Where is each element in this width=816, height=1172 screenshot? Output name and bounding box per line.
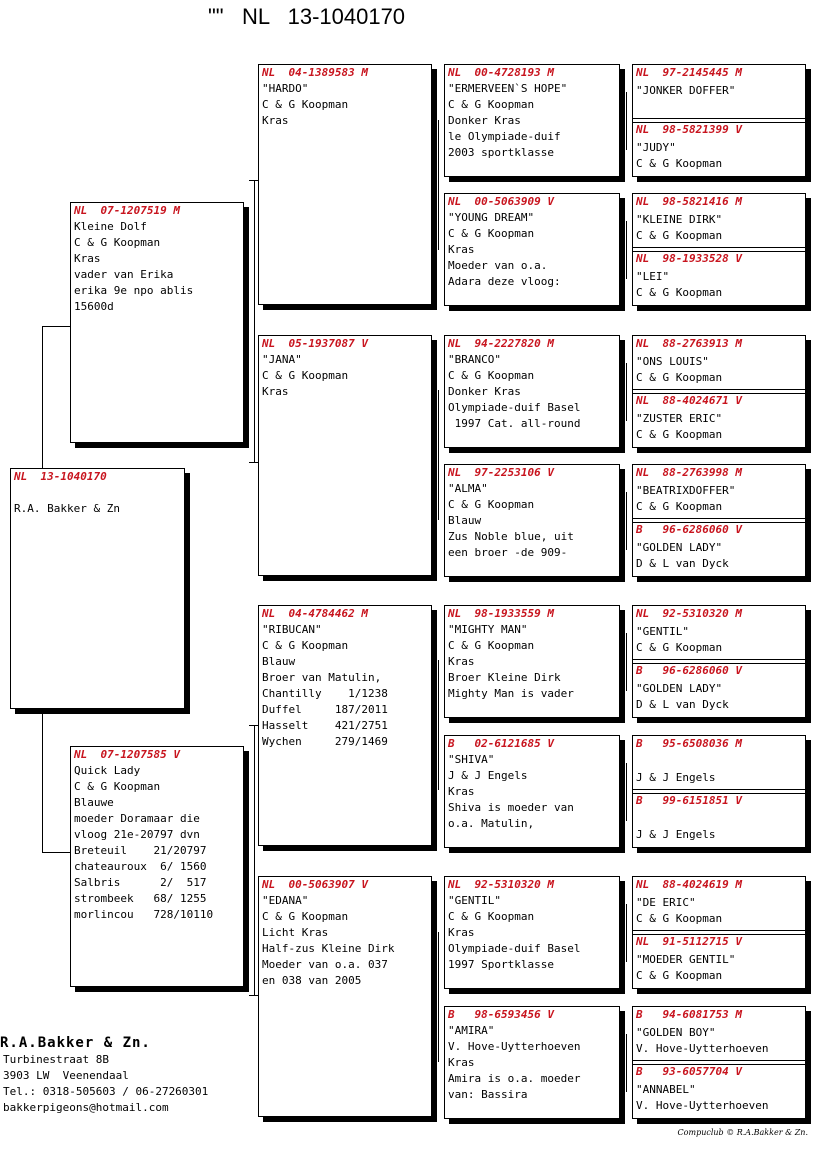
- text-line: "JANA": [262, 353, 302, 366]
- ring-number: B 93-6057704 V: [636, 1065, 742, 1078]
- text-line: C & G Koopman: [636, 157, 723, 170]
- text-line: Broer Kleine Dirk: [448, 671, 561, 684]
- page-title: "" NL 13-1040170: [208, 4, 406, 29]
- text-line: "YOUNG DREAM": [448, 211, 535, 224]
- text-line: Adara deze vloog:: [448, 275, 561, 288]
- ring-number: NL 07-1207585 V: [74, 748, 180, 761]
- ring-number: B 96-6286060 V: [636, 523, 742, 536]
- text-line: "HARDO": [262, 82, 309, 95]
- text-line: C & G Koopman: [636, 286, 723, 299]
- text-line: Half-zus Kleine Dirk: [262, 942, 395, 955]
- sire-entry: [633, 65, 805, 99]
- ring-number: NL 07-1207519 M: [74, 204, 180, 217]
- ring-number: B 98-6593456 V: [448, 1008, 554, 1021]
- dam-entry: [633, 663, 805, 713]
- ring-number: NL 13-1040170: [14, 470, 107, 483]
- text-line: Kras: [448, 243, 475, 256]
- text-line: V. Hove-Uytterhoeven: [636, 1042, 769, 1055]
- text-line: "JUDY": [636, 141, 676, 154]
- text-line: Kras: [448, 926, 475, 939]
- ring-number: NL 88-4024671 V: [636, 394, 742, 407]
- text-line: C & G Koopman: [74, 780, 161, 793]
- text-line: Zus Noble blue, uit: [448, 530, 574, 543]
- great-grandparent-card: [444, 335, 620, 448]
- gen4-pair-card: [632, 735, 806, 848]
- text-line: J & J Engels: [448, 769, 528, 782]
- ring-number: B 99-6151851 V: [636, 794, 742, 807]
- text-line: "GOLDEN LADY": [636, 682, 723, 695]
- connector-line: [254, 180, 255, 462]
- text-line: J & J Engels: [636, 828, 716, 841]
- ring-number: NL 92-5310320 M: [636, 607, 742, 620]
- text-line: chateauroux 6/ 1560: [74, 860, 207, 873]
- ring-number: NL 00-5063907 V: [262, 878, 368, 891]
- text-line: "ANNABEL": [636, 1083, 696, 1096]
- card-lines: [445, 752, 619, 832]
- connector-line: [438, 932, 439, 1062]
- card-lines: [633, 1025, 805, 1057]
- breeder-address: [0, 1052, 208, 1116]
- text-line: Kras: [262, 114, 289, 127]
- text-line: [11, 485, 184, 501]
- text-line: J & J Engels: [636, 771, 716, 784]
- connector-line: [254, 725, 255, 995]
- text-line: morlincou 728/10110: [74, 908, 214, 921]
- text-line: "BRANCO": [448, 353, 501, 366]
- card-lines: [633, 754, 805, 786]
- text-line: C & G Koopman: [262, 369, 349, 382]
- connector-line: [249, 725, 258, 726]
- text-line: bakkerpigeons@hotmail.com: [3, 1101, 169, 1114]
- card-lines: [633, 895, 805, 927]
- ring-number: NL 98-1933528 V: [636, 252, 742, 265]
- text-line: C & G Koopman: [74, 236, 161, 249]
- text-line: [633, 754, 805, 770]
- text-line: "ERMERVEEN`S HOPE": [448, 82, 568, 95]
- text-line: Kras: [448, 655, 475, 668]
- text-line: R.A. Bakker & Zn: [14, 502, 120, 515]
- text-line: Olympiade-duif Basel: [448, 401, 581, 414]
- card-lines: [633, 269, 805, 301]
- text-line: Kras: [74, 252, 101, 265]
- card-lines: [259, 893, 431, 989]
- dam-entry: [633, 122, 805, 172]
- text-line: "LEI": [636, 270, 670, 283]
- text-line: "MOEDER GENTIL": [636, 953, 736, 966]
- connector-line: [42, 326, 70, 327]
- text-line: V. Hove-Uytterhoeven: [448, 1040, 581, 1053]
- card-lines: [633, 483, 805, 515]
- text-line: Salbris 2/ 517: [74, 876, 207, 889]
- text-line: erika 9e npo ablis: [74, 284, 194, 297]
- card-lines: [445, 1023, 619, 1103]
- text-line: "BEATRIXDOFFER": [636, 484, 736, 497]
- gen4-pair-card: [632, 1006, 806, 1119]
- grandparent-card: [258, 605, 432, 846]
- great-grandparent-card: [444, 1006, 620, 1119]
- text-line: C & G Koopman: [448, 498, 535, 511]
- connector-line: [438, 120, 439, 250]
- text-line: Mighty Man is vader: [448, 687, 574, 700]
- text-line: D & L van Dyck: [636, 698, 729, 711]
- text-line: C & G Koopman: [636, 371, 723, 384]
- text-line: "RIBUCAN": [262, 623, 322, 636]
- connector-line: [626, 763, 627, 821]
- text-line: Duffel 187/2011: [262, 703, 388, 716]
- ring-number: NL 00-5063909 V: [448, 195, 554, 208]
- text-line: C & G Koopman: [636, 969, 723, 982]
- text-line: C & G Koopman: [448, 98, 535, 111]
- connector-line: [626, 363, 627, 421]
- connector-line: [42, 326, 43, 468]
- sire-entry: [633, 194, 805, 244]
- card-lines: [633, 354, 805, 386]
- card-lines: [633, 681, 805, 713]
- text-line: van: Bassira: [448, 1088, 528, 1101]
- card-lines: [259, 622, 431, 750]
- great-grandparent-card: [444, 876, 620, 989]
- great-grandparent-card: [444, 193, 620, 306]
- text-line: C & G Koopman: [636, 229, 723, 242]
- text-line: "EDANA": [262, 894, 309, 907]
- text-line: o.a. Matulin,: [448, 817, 535, 830]
- software-credit: Compuclub © R.A.Bakker & Zn.: [677, 1128, 808, 1137]
- card-lines: [445, 622, 619, 702]
- connector-line: [626, 92, 627, 150]
- gen4-pair-card: [632, 464, 806, 577]
- text-line: "GOLDEN BOY": [636, 1026, 716, 1039]
- text-line: Blauwe: [74, 796, 114, 809]
- card-lines: [633, 952, 805, 984]
- text-line: Donker Kras: [448, 385, 521, 398]
- text-line: Donker Kras: [448, 114, 521, 127]
- grandparent-card: [258, 876, 432, 1117]
- text-line: Blauw: [262, 655, 296, 668]
- card-lines: [259, 352, 431, 400]
- text-line: D & L van Dyck: [636, 557, 729, 570]
- card-lines: [633, 83, 805, 99]
- ring-number: NL 05-1937087 V: [262, 337, 368, 350]
- text-line: Blauw: [448, 514, 482, 527]
- card-lines: [445, 210, 619, 290]
- text-line: Kleine Dolf: [74, 220, 147, 233]
- sire-lines: [71, 219, 243, 315]
- text-line: Broer van Matulin,: [262, 671, 382, 684]
- text-line: C & G Koopman: [636, 500, 723, 513]
- dam-entry: [633, 393, 805, 443]
- text-line: "KLEINE DIRK": [636, 213, 723, 226]
- subject-lines: [11, 485, 184, 517]
- great-grandparent-card: [444, 64, 620, 177]
- text-line: Hasselt 421/2751: [262, 719, 388, 732]
- subject-card: [10, 468, 185, 709]
- connector-line: [438, 660, 439, 790]
- card-lines: [445, 893, 619, 973]
- text-line: "GOLDEN LADY": [636, 541, 723, 554]
- ring-number: NL 98-1933559 M: [448, 607, 554, 620]
- ring-number: NL 88-2763913 M: [636, 337, 742, 350]
- ring-number: NL 04-1389583 M: [262, 66, 368, 79]
- ring-number: NL 98-5821399 V: [636, 123, 742, 136]
- text-line: vader van Erika: [74, 268, 174, 281]
- text-line: "GENTIL": [636, 625, 689, 638]
- connector-line: [438, 390, 439, 520]
- sire-entry: [633, 877, 805, 927]
- card-lines: [633, 811, 805, 843]
- text-line: strombeek 68/ 1255: [74, 892, 207, 905]
- dam-entry: [633, 793, 805, 843]
- text-line: V. Hove-Uytterhoeven: [636, 1099, 769, 1112]
- text-line: Moeder van o.a. 037: [262, 958, 388, 971]
- text-line: Shiva is moeder van: [448, 801, 574, 814]
- text-line: C & G Koopman: [262, 910, 349, 923]
- text-line: Quick Lady: [74, 764, 141, 777]
- card-lines: [633, 1082, 805, 1114]
- text-line: 1997 Sportklasse: [448, 958, 554, 971]
- card-lines: [445, 352, 619, 432]
- ring-number: NL 91-5112715 V: [636, 935, 742, 948]
- text-line: "GENTIL": [448, 894, 501, 907]
- text-line: "JONKER DOFFER": [636, 84, 736, 97]
- text-line: Amira is o.a. moeder: [448, 1072, 581, 1085]
- text-line: Chantilly 1/1238: [262, 687, 388, 700]
- card-lines: [445, 481, 619, 561]
- text-line: een broer -de 909-: [448, 546, 568, 559]
- grandparent-card: [258, 335, 432, 576]
- text-line: Kras: [448, 1056, 475, 1069]
- text-line: [633, 811, 805, 827]
- breeder-name: R.A.Bakker & Zn.: [0, 1035, 151, 1051]
- text-line: Kras: [262, 385, 289, 398]
- sire-entry: [633, 606, 805, 656]
- ring-number: B 02-6121685 V: [448, 737, 554, 750]
- connector-line: [249, 180, 258, 181]
- text-line: Turbinestraat 8B: [3, 1053, 109, 1066]
- dam-entry: [633, 934, 805, 984]
- text-line: C & G Koopman: [448, 227, 535, 240]
- text-line: "MIGHTY MAN": [448, 623, 528, 636]
- text-line: C & G Koopman: [636, 428, 723, 441]
- card-lines: [633, 624, 805, 656]
- ring-number: NL 88-2763998 M: [636, 466, 742, 479]
- sire-entry: [633, 736, 805, 786]
- ring-number: B 94-6081753 M: [636, 1008, 742, 1021]
- gen4-pair-card: [632, 64, 806, 177]
- text-line: "ALMA": [448, 482, 488, 495]
- ring-number: B 95-6508036 M: [636, 737, 742, 750]
- text-line: "ZUSTER ERIC": [636, 412, 723, 425]
- text-line: Wychen 279/1469: [262, 735, 388, 748]
- ring-number: NL 92-5310320 M: [448, 878, 554, 891]
- text-line: "SHIVA": [448, 753, 495, 766]
- card-lines: [445, 81, 619, 161]
- ring-number: NL 97-2253106 V: [448, 466, 554, 479]
- text-line: C & G Koopman: [262, 98, 349, 111]
- text-line: 15600d: [74, 300, 114, 313]
- text-line: "ONS LOUIS": [636, 355, 709, 368]
- gen4-pair-card: [632, 335, 806, 448]
- text-line: C & G Koopman: [448, 639, 535, 652]
- text-line: 2003 sportklasse: [448, 146, 554, 159]
- text-line: C & G Koopman: [262, 639, 349, 652]
- text-line: le Olympiade-duif: [448, 130, 561, 143]
- great-grandparent-card: [444, 735, 620, 848]
- text-line: C & G Koopman: [636, 641, 723, 654]
- connector-line: [626, 904, 627, 962]
- ring-number: NL 04-4784462 M: [262, 607, 368, 620]
- text-line: C & G Koopman: [448, 910, 535, 923]
- gen4-pair-card: [632, 193, 806, 306]
- card-lines: [633, 212, 805, 244]
- text-line: Moeder van o.a.: [448, 259, 548, 272]
- sire-entry: [633, 465, 805, 515]
- breeder-contact: [0, 1034, 208, 1116]
- ring-number: NL 98-5821416 M: [636, 195, 742, 208]
- dam-lines: [71, 763, 243, 923]
- text-line: Olympiade-duif Basel: [448, 942, 581, 955]
- grandparent-card: [258, 64, 432, 305]
- text-line: Tel.: 0318-505603 / 06-27260301: [3, 1085, 209, 1098]
- dam-card: [70, 746, 244, 987]
- ring-number: NL 94-2227820 M: [448, 337, 554, 350]
- great-grandparent-card: [444, 605, 620, 718]
- gen4-pair-card: [632, 605, 806, 718]
- text-line: "DE ERIC": [636, 896, 696, 909]
- sire-entry: [633, 1007, 805, 1057]
- ring-number: NL 97-2145445 M: [636, 66, 742, 79]
- connector-line: [626, 1034, 627, 1092]
- text-line: vloog 21e-20797 dvn: [74, 828, 200, 841]
- gen4-pair-card: [632, 876, 806, 989]
- ring-number: NL 00-4728193 M: [448, 66, 554, 79]
- dam-entry: [633, 1064, 805, 1114]
- dam-entry: [633, 251, 805, 301]
- sire-card: [70, 202, 244, 443]
- card-lines: [259, 81, 431, 129]
- text-line: Kras: [448, 785, 475, 798]
- sire-entry: [633, 336, 805, 386]
- connector-line: [249, 462, 258, 463]
- ring-number: B 96-6286060 V: [636, 664, 742, 677]
- connector-line: [626, 633, 627, 691]
- text-line: "AMIRA": [448, 1024, 495, 1037]
- great-grandparent-card: [444, 464, 620, 577]
- card-lines: [633, 540, 805, 572]
- connector-line: [626, 221, 627, 279]
- connector-line: [626, 492, 627, 550]
- card-lines: [633, 140, 805, 172]
- connector-line: [42, 852, 70, 853]
- text-line: C & G Koopman: [448, 369, 535, 382]
- dam-entry: [633, 522, 805, 572]
- connector-line: [249, 995, 258, 996]
- text-line: Breteuil 21/20797: [74, 844, 207, 857]
- card-lines: [633, 411, 805, 443]
- text-line: moeder Doramaar die: [74, 812, 200, 825]
- text-line: C & G Koopman: [636, 912, 723, 925]
- text-line: 1997 Cat. all-round: [448, 417, 581, 430]
- text-line: 3903 LW Veenendaal: [3, 1069, 129, 1082]
- ring-number: NL 88-4024619 M: [636, 878, 742, 891]
- connector-line: [42, 714, 43, 852]
- text-line: en 038 van 2005: [262, 974, 362, 987]
- text-line: Licht Kras: [262, 926, 329, 939]
